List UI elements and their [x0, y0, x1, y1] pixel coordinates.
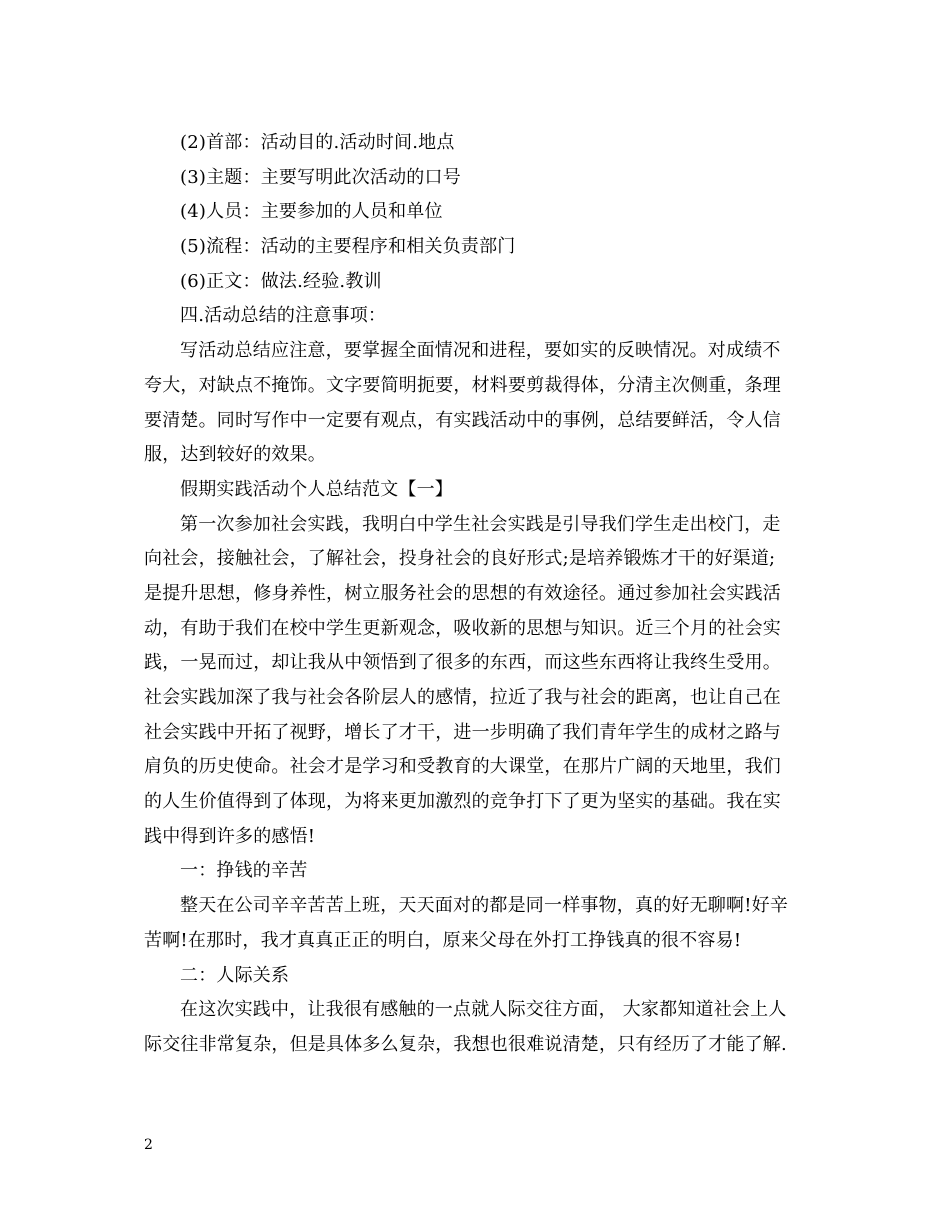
paragraph-line: 第一次参加社会实践，我明白中学生社会实践是引导我们学生走出校门，走 [180, 513, 781, 535]
article-title: 假期实践活动个人总结范文【一】 [180, 478, 453, 500]
paragraph-line: 是提升思想，修身养性，树立服务社会的思想的有效途径。通过参加社会实践活 [144, 582, 781, 604]
paragraph-line: 社会实践中开拓了视野，增长了才干，进一步明确了我们青年学生的成材之路与 [144, 721, 781, 743]
text-line: (4)人员：主要参加的人员和单位 [180, 201, 443, 223]
document-body [144, 126, 804, 1063]
paragraph-line: 服，达到较好的效果。 [144, 444, 326, 466]
paragraph-line: 在这次实践中，让我很有感触的一点就人际交往方面， 大家都知道社会上人 [180, 999, 787, 1021]
page-number: 2 [144, 1137, 153, 1153]
paragraph-line: 写活动总结应注意，要掌握全面情况和进程，要如实的反映情况。对成绩不 [180, 340, 781, 362]
subsection-heading: 二：人际关系 [180, 964, 290, 986]
paragraph-line: 社会实践加深了我与社会各阶层人的感情，拉近了我与社会的距离，也让自己在 [144, 687, 781, 708]
section-heading: 四.活动总结的注意事项： [180, 305, 387, 327]
paragraph-line: 践中得到许多的感悟! [144, 825, 316, 847]
paragraph-line: 的人生价值得到了体现，为将来更加激烈的竞争打下了更为坚实的基础。我在实 [144, 791, 781, 813]
text-line: (3)主题：主要写明此次活动的口号 [180, 166, 461, 188]
paragraph-line: 动，有助于我们在校中学生更新观念，吸收新的思想与知识。近三个月的社会实 [144, 617, 781, 639]
text-line: (6)正文：做法.经验.教训 [180, 270, 382, 292]
text-line: (2)首部：活动目的.活动时间.地点 [180, 132, 455, 153]
text-line: (5)流程：活动的主要程序和相关负责部门 [180, 236, 516, 258]
paragraph-line: 际交往非常复杂，但是具体多么复杂，我想也很难说清楚，只有经历了才能了解. [144, 1033, 787, 1055]
paragraph-line: 苦啊!在那时，我才真真正正的明白，原来父母在外打工挣钱真的很不容易! [144, 929, 742, 951]
paragraph-line: 整天在公司辛辛苦苦上班，天天面对的都是同一样事物，真的好无聊啊!好辛 [180, 895, 789, 917]
paragraph-line: 践，一晃而过，却让我从中领悟到了很多的东西，而这些东西将让我终生受用。 [144, 652, 781, 674]
paragraph-line: 夸大，对缺点不掩饰。文字要简明扼要，材料要剪裁得体，分清主次侧重，条理 [144, 374, 781, 396]
paragraph-line: 要清楚。同时写作中一定要有观点，有实践活动中的事例，总结要鲜活，令人信 [144, 409, 781, 431]
paragraph-line: 向社会，接触社会，了解社会，投身社会的良好形式;是培养锻炼才干的好渠道; [144, 548, 776, 570]
subsection-heading: 一：挣钱的辛苦 [180, 860, 308, 882]
paragraph-line: 肩负的历史使命。社会才是学习和受教育的大课堂，在那片广阔的天地里，我们 [144, 756, 781, 778]
